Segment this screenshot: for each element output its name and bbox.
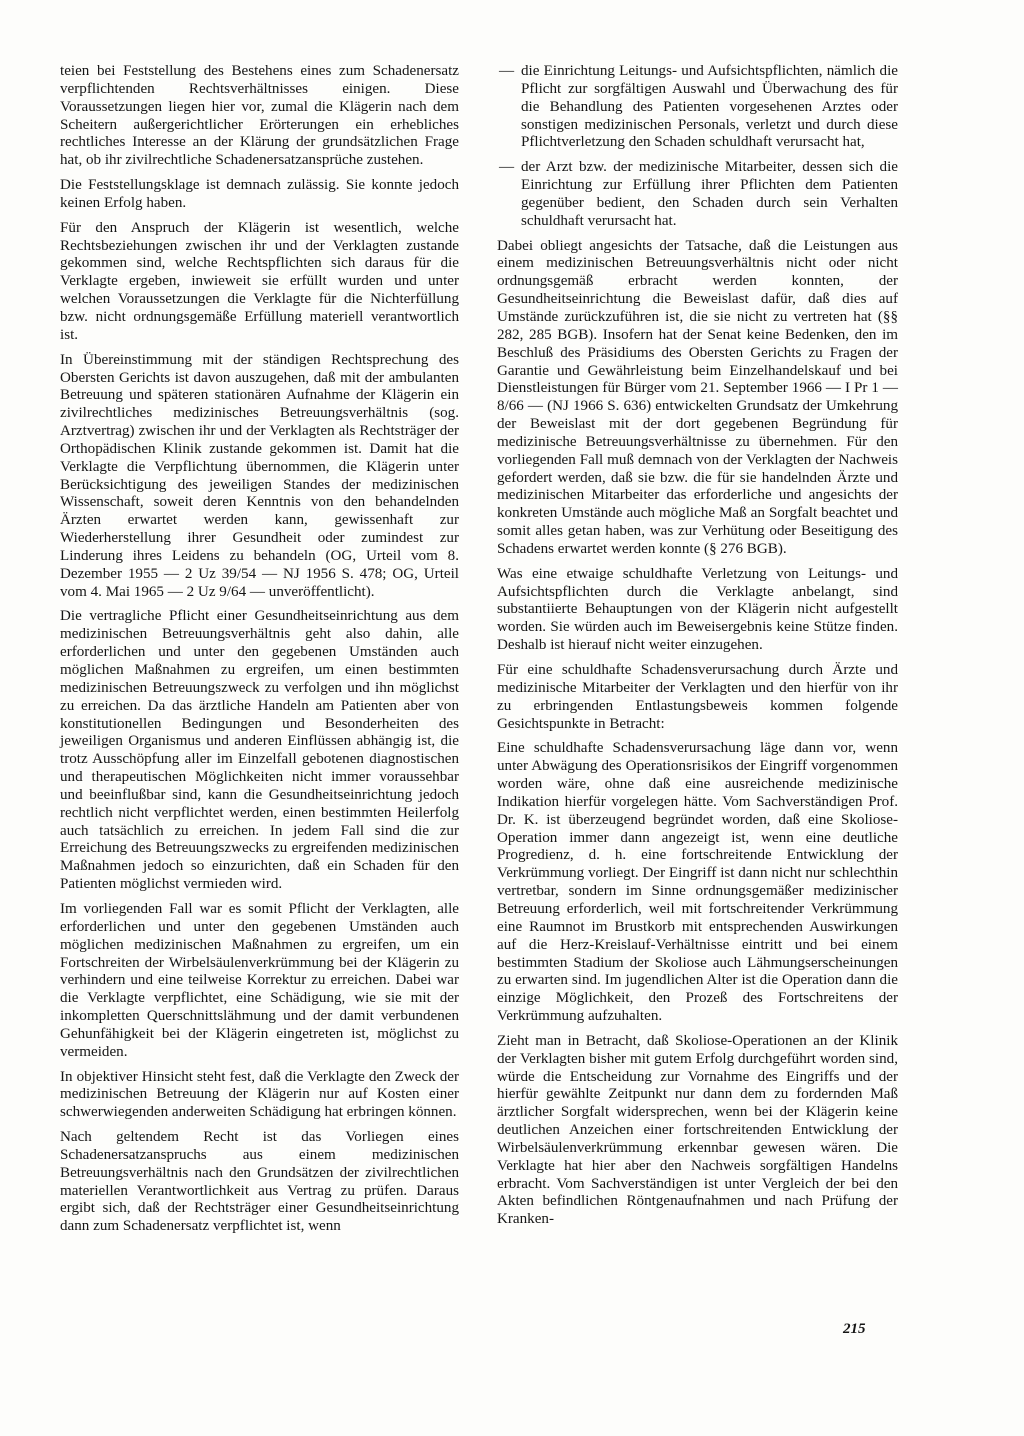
right-column: [497, 63, 898, 1236]
page-number: 215: [843, 1321, 866, 1337]
left-paragraph-1: teien bei Feststellung des Bestehens eines zum Schadenersatz verpflichtenden Rechtsverhältnisses einigen. Diese Voraussetzungen liegen hier vor, zumal die Klägerin nach dem Scheitern außergerichtlicher Erörterungen ein erhebliches rechtliches Interesse an der Klärung der grundsätzlichen Frage hat, ob ihr zivilrechtliche Schadenersatzansprüche zustehen.: [60, 63, 459, 169]
dash-list-item-1: [497, 63, 898, 152]
dash-item-text: die Einrichtung Leitungs- und Aufsichtspflichten, nämlich die Pflicht zur sorgfältigen Auswahl und Überwachung des für die Behandlung des Patienten vorgesehenen Arztes oder sonstigen medizinischen Personals, verletzt und durch diese Pflichtverletzung den Schaden schuldhaft verursacht hat,: [521, 63, 898, 151]
left-paragraph-4: In Übereinstimmung mit der ständigen Rechtsprechung des Obersten Gerichts ist davon auszugehen, daß mit der ambulanten Betreuung und späteren stationären Aufnahme der Klägerin ein zivilrechtliches medizinisches Betreuungsverhältnis (sog. Arztvertrag) zwischen ihr und der Verklagten als Rechtsträger der Orthopädischen Klinik zustande gekommen ist. Damit hat die Verklagte die Verpflichtung übernommen, die Klägerin unter Berücksichtigung des jeweiligen Standes der medizinischen Wissenschaft, soweit deren Kenntnis von den behandelnden Ärzten erwartet werden kann, gewissenhaft zur Wiederherstellung ihrer Gesundheit oder zumindest zur Linderung ihres Leidens zu behandeln (OG, Urteil vom 8. Dezember 1955 — 2 Uz 39/54 — NJ 1956 S. 478; OG, Urteil vom 4. Mai 1965 — 2 Uz 9/64 — unveröffentlicht).: [60, 351, 459, 600]
left-paragraph-6: Im vorliegenden Fall war es somit Pflicht der Verklagten, alle erforderlichen und unter den gegebenen Umständen auch möglichen medizinischen Maßnahmen zu ergreifen, um ein Fortschreiten der Wirbelsäulenverkrümmung bei der Klägerin zu verhindern und eine teilweise Korrektur zu erreichen. Dabei war die Verklagte verpflichtet, eine Schädigung, wie sie mit der inkompletten Querschnittslähmung und der damit verbundenen Gehunfähigkeit bei der Klägerin eingetreten ist, möglichst zu vermeiden.: [60, 900, 459, 1060]
dash-bullet: —: [499, 63, 515, 79]
right-paragraph-4: Eine schuldhafte Schadensverursachung läge dann vor, wenn unter Abwägung des Operationsrisikos der Eingriff vorgenommen worden wäre, ohne daß eine ausreichende medizinische Indikation hierfür vorgelegen hätte. Vom Sachverständigen Prof. Dr. K. ist überzeugend begründet worden, daß eine Skoliose-Operation immer dann angezeigt ist, wenn eine deutliche Progredienz, d. h. eine fortschreitende Entwicklung der Verkrümmung vorliegt. Der Eingriff ist dann nicht nur schlechthin vertretbar, sondern im Sinne ordnungsgemäßer medizinischer Betreuung erforderlich, weil mit fortschreitender Verkrümmung eine Raumnot im Brustkorb mit entsprechenden Auswirkungen auf die Herz-Kreislauf-Verhältnisse eintritt und bei einem bestimmten Stadium der Skoliose auch Lähmungserscheinungen zu erwarten sind. Im jugendlichen Alter ist die Operation dann die einzige Möglichkeit, den Prozeß des Fortschreitens der Verkrümmung aufzuhalten.: [497, 740, 898, 1025]
dash-list-item-2: [497, 159, 898, 230]
right-paragraph-1: Dabei obliegt angesichts der Tatsache, daß die Leistungen aus einem medizinischen Betreuungsverhältnis nicht oder nicht ordnungsgemäß erbracht werden konnten, der Gesundheitseinrichtung die Beweislast dafür, daß dies auf Umstände zurückzuführen ist, die sie nicht zu vertreten hat (§§ 282, 285 BGB). Insofern hat der Senat keine Bedenken, den im Beschluß des Präsidiums des Obersten Gerichts zu Fragen der Garantie und Gewährleistung beim Einzelhandelskauf und bei Dienstleistungen für Bürger vom 21. September 1966 — I Pr 1 — 8/66 — (NJ 1966 S. 636) entwickelten Grundsatz der Umkehrung der Beweislast mit der dort gegebenen Begründung für medizinische Betreuungsverhältnisse zu übernehmen. Für den vorliegenden Fall muß demnach von der Verklagten der Nachweis gefordert werden, daß sie bzw. die für sie handelnden Ärzte und medizinischen Mitarbeiter das erforderliche und angesichts der konkreten Umstände auch mögliche Maß an Sorgfalt beachtet und somit alles getan haben, was zur Verhütung oder Beseitigung des Schadens erwartet werden konnte (§ 276 BGB).: [497, 237, 898, 557]
left-paragraph-2: Die Feststellungsklage ist demnach zulässig. Sie konnte jedoch keinen Erfolg haben.: [60, 177, 459, 211]
right-paragraph-3: Für eine schuldhafte Schadensverursachung durch Ärzte und medizinische Mitarbeiter der Verklagten und den hierfür von ihr zu erbringenden Entlastungsbeweis kommen folgende Gesichtspunkte in Betracht:: [497, 662, 898, 732]
left-paragraph-3: Für den Anspruch der Klägerin ist wesentlich, welche Rechtsbeziehungen zwischen ihr und der Verklagten zustande gekommen sind, welche Rechtspflichten sich daraus für die Verklagte ergeben, inwieweit sie erfüllt wurden und unter welchen Voraussetzungen die Verklagte für die Nichterfüllung bzw. nicht ordnungsgemäße Erfüllung materiell verantwortlich ist.: [60, 219, 459, 343]
right-paragraph-2: Was eine etwaige schuldhafte Verletzung von Leitungs- und Aufsichtspflichten durch die Verklagte anbelangt, sind substantiierte Behauptungen von der Klägerin nicht aufgestellt worden. Sie würden auch im Beweisergebnis keine Stütze finden. Deshalb ist hierauf nicht weiter einzugehen.: [497, 565, 898, 654]
left-paragraph-8: Nach geltendem Recht ist das Vorliegen eines Schadenersatzanspruchs aus einem medizinischen Betreuungsverhältnis nach den Grundsätzen der zivilrechtlichen materiellen Verantwortlichkeit aus Vertrag zu prüfen. Daraus ergibt sich, daß der Rechtsträger einer Gesundheitseinrichtung dann zum Schadenersatz verpflichtet ist, wenn: [60, 1129, 459, 1235]
right-paragraph-5: Zieht man in Betracht, daß Skoliose-Operationen an der Klinik der Verklagten bisher mit gutem Erfolg durchgeführt worden sind, würde die Entscheidung zur Vornahme des Eingriffs und der hierfür gewählte Zeitpunkt nur dann dem zu fordernden Maß ärztlicher Sorgfalt widersprechen, wenn bei der Klägerin keine deutlichen Anzeichen einer fortschreitenden Entwicklung der Wirbelsäulenverkrümmung erkennbar gewesen wären. Die Verklagte hat hier aber den Nachweis sorgfältigen Handelns erbracht. Vom Sachverständigen ist unter Vergleich der bei den Akten befindlichen Röntgenaufnahmen und nach Prüfung der Kranken-: [497, 1032, 898, 1228]
dash-item-text: der Arzt bzw. der medizinische Mitarbeiter, dessen sich die Einrichtung zur Erfüllung ihrer Pflichten dem Patienten gegenüber bedient, den Schaden durch sein Verhalten schuldhaft verursacht hat.: [521, 159, 898, 229]
left-paragraph-7: In objektiver Hinsicht steht fest, daß die Verklagte den Zweck der medizinischen Betreuung der Klägerin nur auf Kosten einer schwerwiegenden anderweiten Schädigung hat erbringen können.: [60, 1068, 459, 1121]
left-paragraph-5: Die vertragliche Pflicht einer Gesundheitseinrichtung aus dem medizinischen Betreuungsverhältnis geht also dahin, alle erforderlichen und unter den gegebenen Umständen auch möglichen Maßnahmen zu ergreifen, um einen bestimmten medizinischen Betreuungszweck zu verfolgen und ihn möglichst zu erreichen. Da das ärztliche Handeln am Patienten aber von konstitutionellen Bedingungen und Besonderheiten des jeweiligen Organismus und anderen Einflüssen abhängig ist, die trotz Ausschöpfung aller im Einzelfall gebotenen diagnostischen und therapeutischen Möglichkeiten nicht immer voraussehbar und beeinflußbar sind, kann die Gesundheitseinrichtung jedoch rechtlich nicht verpflichtet werden, einen bestimmten Heilerfolg auch tatsächlich zu erreichen. In jedem Fall sind die zur Erreichung des Betreuungszwecks zu ergreifenden medizinischen Maßnahmen jedoch so einzurichten, daß ein Schaden für den Patienten möglichst vermieden wird.: [60, 608, 459, 893]
left-column: [60, 63, 459, 1243]
dash-bullet: —: [499, 159, 515, 176]
